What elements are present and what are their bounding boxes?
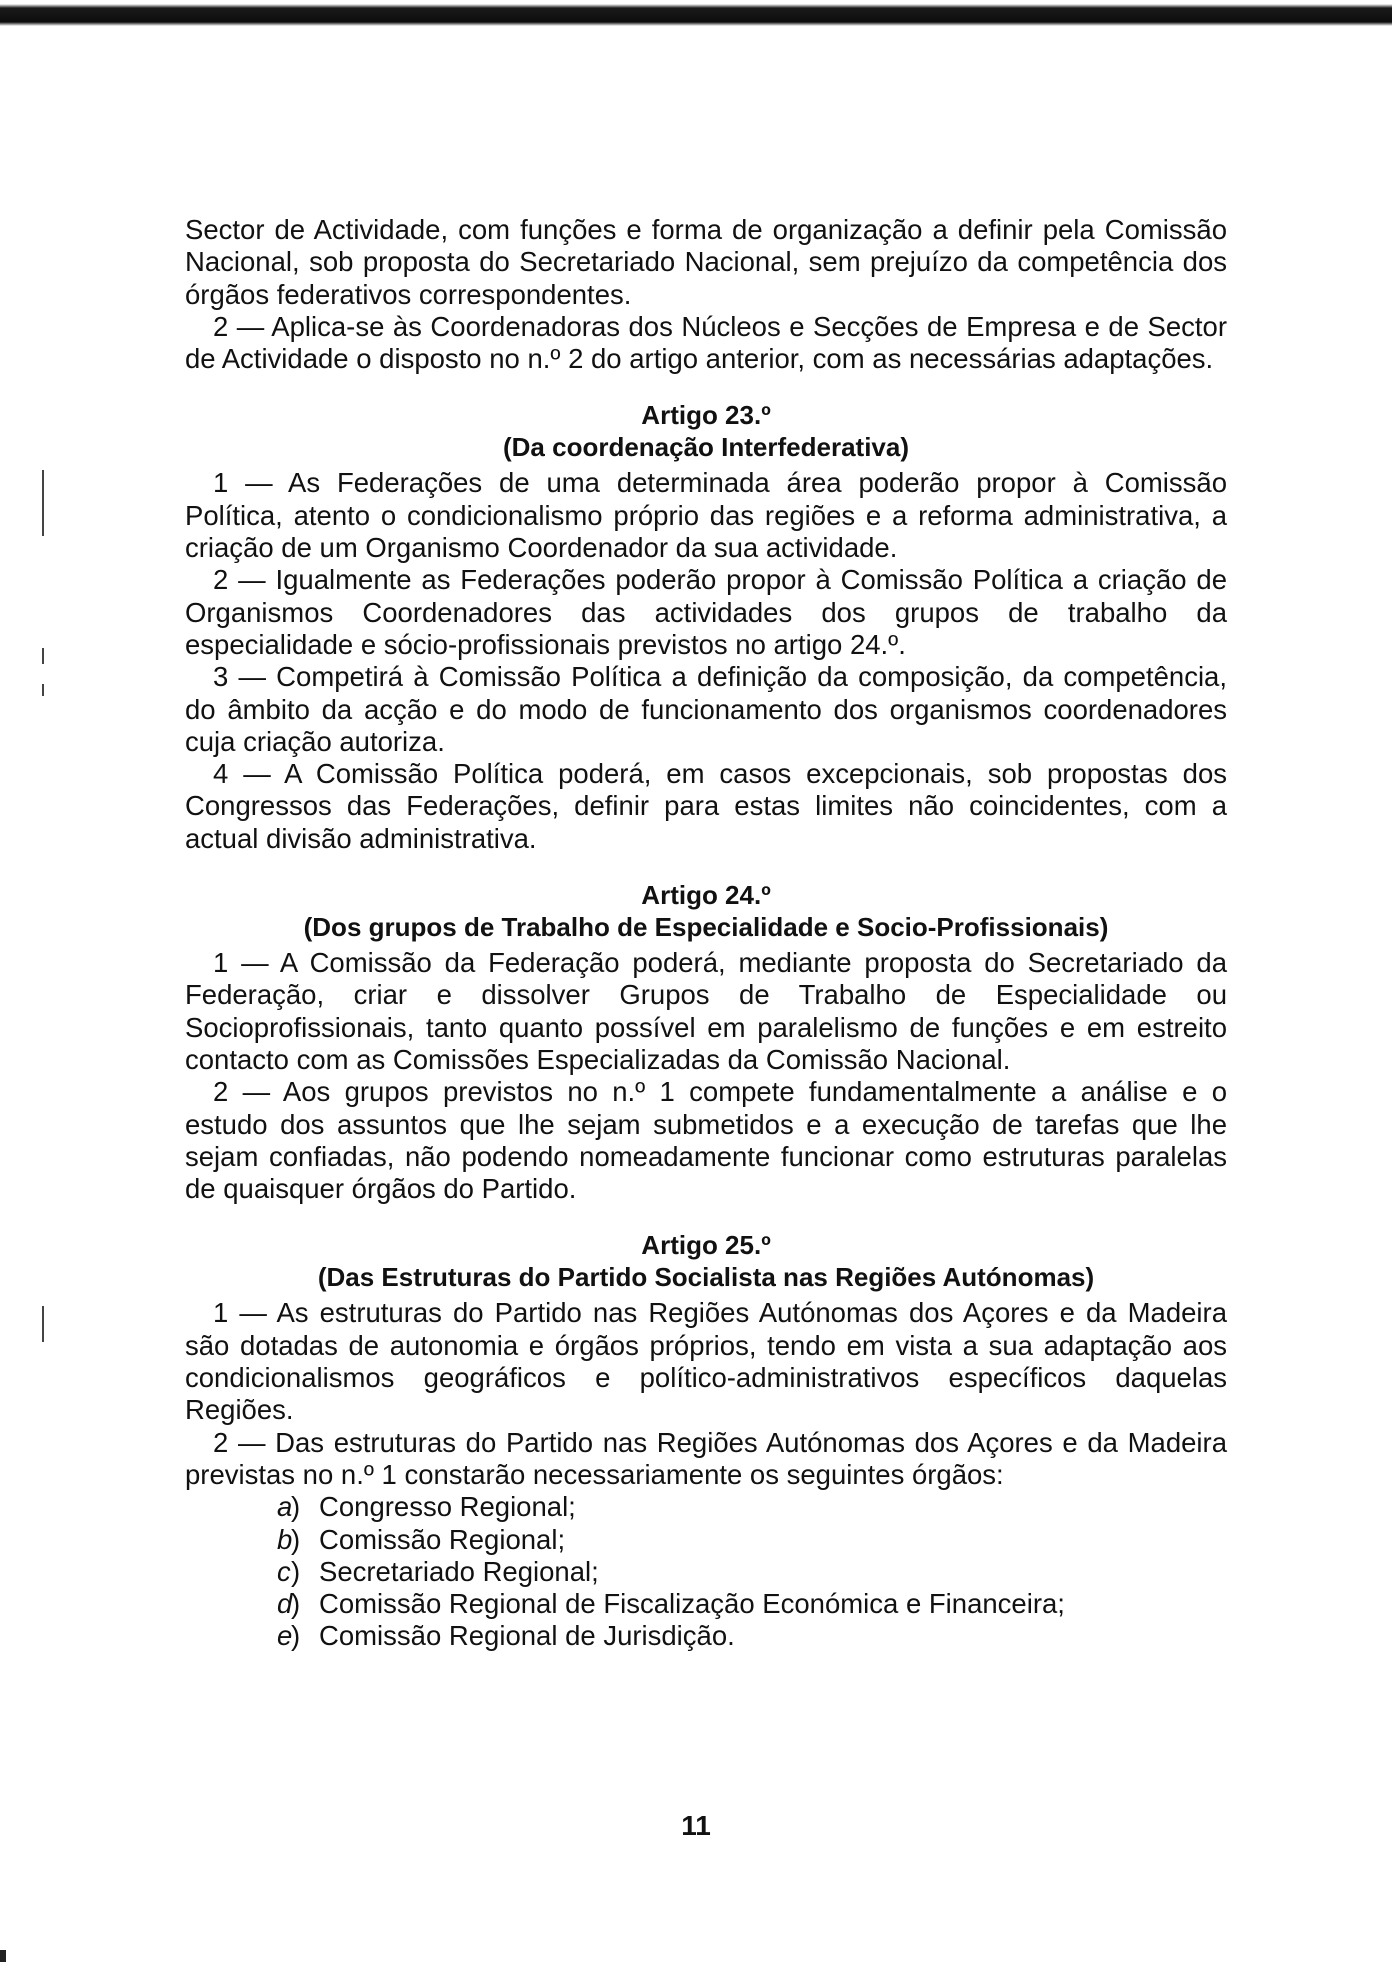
article-subtitle: (Dos grupos de Trabalho de Especialidade e Socio-Profissionais) (303, 912, 1109, 943)
margin-mark (42, 684, 44, 696)
margin-mark (42, 470, 44, 536)
article-paragraph: 4 — A Comissão Política poderá, em casos excepcionais, sob propostas dos Congressos das Federações, definir para estas limites não coincidentes, com a actual divisão administrativa. (185, 758, 1227, 854)
item-letter: d (277, 1588, 293, 1620)
article-subtitle: (Das Estruturas do Partido Socialista nas Regiões Autónomas) (317, 1262, 1095, 1293)
item-letter: c (277, 1555, 291, 1587)
article-number: Artigo 23.º (641, 400, 771, 431)
scan-edge-bar (0, 0, 1392, 26)
organs-list (185, 1491, 1227, 1652)
item-text: Comissão Regional; (319, 1523, 566, 1555)
article-paragraph: 2 — Das estruturas do Partido nas Regiões Autónomas dos Açores e da Madeira previstas no n.º 1 constarão necessariamente os seguintes órgãos: (185, 1426, 1227, 1490)
document-page (185, 214, 1227, 1653)
list-item: e ) Comissão Regional de Jurisdição. (277, 1620, 735, 1652)
article-paragraph: 1 — As estruturas do Partido nas Regiões Autónomas dos Açores e da Madeira são dotadas de autonomia e órgãos próprios, tendo em vista a sua adaptação aos condicionalismos geográficos e político-administrativos específicos daquelas Regiões. (185, 1297, 1227, 1426)
item-letter: e (277, 1620, 293, 1652)
article-25 (185, 1229, 1227, 1652)
article-paragraph: 2 — Igualmente as Federações poderão propor à Comissão Política a criação de Organismos Coordenadores das actividades dos grupos de trabalho da especialidade e sócio-profissionais previstos no artigo 24.º. (185, 564, 1227, 660)
list-item: c ) Secretariado Regional; (277, 1555, 599, 1587)
article-number: Artigo 25.º (641, 1230, 771, 1261)
article-23 (185, 399, 1227, 855)
list-item: a ) Congresso Regional; (277, 1491, 576, 1523)
article-24 (185, 879, 1227, 1205)
margin-mark (42, 1306, 44, 1342)
item-text: Comissão Regional de Jurisdição. (319, 1620, 735, 1652)
intro-paragraph: Sector de Actividade, com funções e forma de organização a definir pela Comissão Nacional, sob proposta do Secretariado Nacional, sem prejuízo da competência dos órgãos federativos correspondentes. (185, 214, 1227, 310)
article-paragraph: 1 — As Federações de uma determinada área poderão propor à Comissão Política, atento o condicionalismo próprio das regiões e a reforma administrativa, a criação de um Organismo Coordenador da sua actividade. (185, 467, 1227, 564)
item-letter: b (277, 1523, 293, 1555)
page-number: 11 (681, 1810, 711, 1841)
article-paragraph: 3 — Competirá à Comissão Política a definição da composição, da competência, do âmbito da acção e do modo de funcionamento dos organismos coordenadores cuja criação autoriza. (185, 661, 1227, 757)
intro-paragraph: 2 — Aplica-se às Coordenadoras dos Núcleos e Secções de Empresa e de Sector de Actividade o disposto no n.º 2 do artigo anterior, com as necessárias adaptações. (185, 310, 1227, 375)
scan-corner-mark (0, 1950, 6, 1962)
margin-mark (42, 648, 44, 664)
article-paragraph: 2 — Aos grupos previstos no n.º 1 compete fundamentalmente a análise e o estudo dos assuntos que lhe sejam submetidos e a execução de tarefas que lhe sejam confiadas, não podendo nomeadamente funcionar como estruturas paralelas de quaisquer órgãos do Partido. (185, 1076, 1227, 1205)
item-text: Secretariado Regional; (319, 1555, 599, 1587)
item-letter: a (277, 1491, 293, 1523)
item-text: Comissão Regional de Fiscalização Económica e Financeira; (319, 1588, 1065, 1620)
list-item: b ) Comissão Regional; (277, 1523, 566, 1555)
article-subtitle: (Da coordenação Interfederativa) (502, 432, 909, 463)
list-item: d ) Comissão Regional de Fiscalização Económica e Financeira; (277, 1588, 1065, 1620)
article-number: Artigo 24.º (641, 880, 771, 911)
item-text: Congresso Regional; (319, 1491, 576, 1523)
article-paragraph: 1 — A Comissão da Federação poderá, mediante proposta do Secretariado da Federação, criar e dissolver Grupos de Trabalho de Especialidade ou Socioprofissionais, tanto quanto possível em paralelismo de funções e em estreito contacto com as Comissões Especializadas da Comissão Nacional. (185, 947, 1227, 1075)
